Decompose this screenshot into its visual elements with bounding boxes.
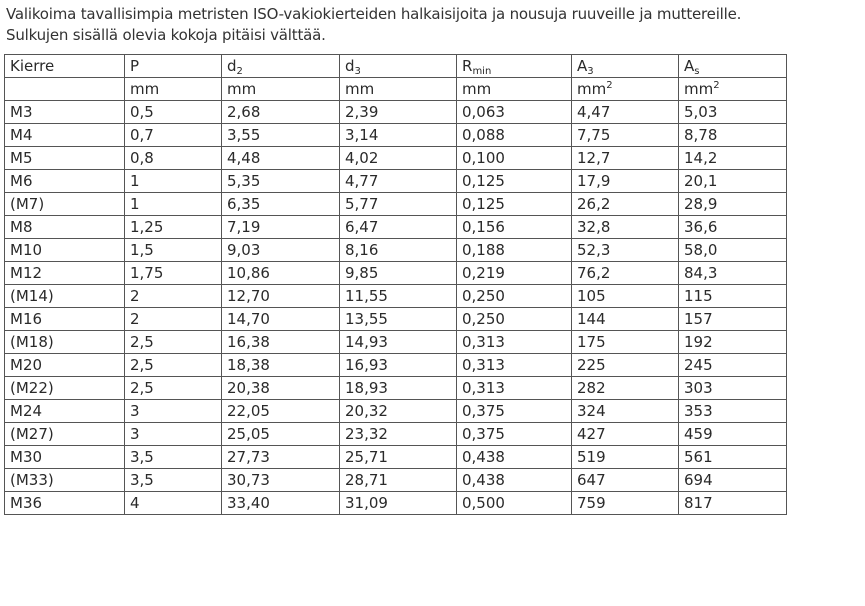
cell-d2: 20,38: [222, 377, 340, 400]
cell-d3: 28,71: [340, 469, 457, 492]
cell-p: 1,25: [125, 216, 222, 239]
cell-d2: 22,05: [222, 400, 340, 423]
header-rmin-base: R: [462, 57, 473, 75]
cell-p: 3: [125, 423, 222, 446]
cell-kierre: (M22): [5, 377, 125, 400]
cell-d3: 23,32: [340, 423, 457, 446]
cell-d3: 4,02: [340, 147, 457, 170]
cell-rmin: 0,063: [457, 101, 572, 124]
cell-p: 3,5: [125, 446, 222, 469]
cell-a3: 26,2: [572, 193, 679, 216]
header-p: P: [125, 55, 222, 78]
cell-kierre: M4: [5, 124, 125, 147]
cell-kierre: M6: [5, 170, 125, 193]
unit-as: [679, 78, 787, 101]
unit-d3: mm: [340, 78, 457, 101]
header-d2: [222, 55, 340, 78]
cell-d2: 25,05: [222, 423, 340, 446]
cell-d3: 31,09: [340, 492, 457, 515]
cell-d3: 8,16: [340, 239, 457, 262]
cell-as: 157: [679, 308, 787, 331]
cell-as: 14,2: [679, 147, 787, 170]
header-rmin: [457, 55, 572, 78]
header-kierre: Kierre: [5, 55, 125, 78]
cell-p: 2,5: [125, 331, 222, 354]
cell-d2: 6,35: [222, 193, 340, 216]
unit-rmin: mm: [457, 78, 572, 101]
header-rmin-sub: min: [472, 66, 492, 77]
cell-a3: 519: [572, 446, 679, 469]
cell-as: 303: [679, 377, 787, 400]
cell-kierre: M20: [5, 354, 125, 377]
cell-p: 1,5: [125, 239, 222, 262]
cell-d3: 4,77: [340, 170, 457, 193]
cell-d3: 9,85: [340, 262, 457, 285]
cell-a3: 759: [572, 492, 679, 515]
cell-d2: 33,40: [222, 492, 340, 515]
cell-as: 353: [679, 400, 787, 423]
cell-rmin: 0,438: [457, 446, 572, 469]
cell-p: 1: [125, 193, 222, 216]
header-d2-sub: 2: [236, 66, 243, 77]
cell-a3: 427: [572, 423, 679, 446]
cell-a3: 76,2: [572, 262, 679, 285]
cell-a3: 32,8: [572, 216, 679, 239]
unit-kierre: [5, 78, 125, 101]
cell-a3: 7,75: [572, 124, 679, 147]
header-as-sub: s: [694, 66, 700, 77]
cell-as: 20,1: [679, 170, 787, 193]
table-body: [5, 101, 787, 515]
cell-p: 1,75: [125, 262, 222, 285]
table-row: [5, 354, 787, 377]
cell-kierre: (M18): [5, 331, 125, 354]
cell-p: 4: [125, 492, 222, 515]
cell-d3: 6,47: [340, 216, 457, 239]
cell-kierre: (M27): [5, 423, 125, 446]
header-as: [679, 55, 787, 78]
cell-kierre: M30: [5, 446, 125, 469]
cell-d3: 18,93: [340, 377, 457, 400]
table-row: [5, 423, 787, 446]
cell-d2: 7,19: [222, 216, 340, 239]
unit-d2: mm: [222, 78, 340, 101]
cell-as: 28,9: [679, 193, 787, 216]
cell-rmin: 0,250: [457, 308, 572, 331]
cell-a3: 52,3: [572, 239, 679, 262]
table-row: [5, 285, 787, 308]
cell-a3: 4,47: [572, 101, 679, 124]
cell-a3: 175: [572, 331, 679, 354]
cell-rmin: 0,156: [457, 216, 572, 239]
cell-d2: 18,38: [222, 354, 340, 377]
cell-p: 0,7: [125, 124, 222, 147]
cell-a3: 225: [572, 354, 679, 377]
cell-p: 2,5: [125, 377, 222, 400]
cell-kierre: (M33): [5, 469, 125, 492]
cell-as: 5,03: [679, 101, 787, 124]
table-row: [5, 492, 787, 515]
unit-a3-base: mm: [577, 80, 607, 98]
cell-d2: 30,73: [222, 469, 340, 492]
table-row: [5, 239, 787, 262]
cell-as: 36,6: [679, 216, 787, 239]
header-a3: [572, 55, 679, 78]
table-row: [5, 216, 787, 239]
cell-as: 459: [679, 423, 787, 446]
cell-kierre: M24: [5, 400, 125, 423]
table-row: [5, 147, 787, 170]
cell-d2: 3,55: [222, 124, 340, 147]
cell-kierre: (M7): [5, 193, 125, 216]
cell-rmin: 0,375: [457, 400, 572, 423]
cell-p: 2,5: [125, 354, 222, 377]
cell-kierre: M5: [5, 147, 125, 170]
cell-d2: 27,73: [222, 446, 340, 469]
cell-kierre: M3: [5, 101, 125, 124]
cell-as: 817: [679, 492, 787, 515]
cell-rmin: 0,313: [457, 331, 572, 354]
cell-a3: 324: [572, 400, 679, 423]
cell-rmin: 0,188: [457, 239, 572, 262]
header-row: [5, 55, 787, 78]
cell-as: 84,3: [679, 262, 787, 285]
cell-rmin: 0,313: [457, 377, 572, 400]
header-d3: [340, 55, 457, 78]
cell-as: 8,78: [679, 124, 787, 147]
caption-line-2: Sulkujen sisällä olevia kokoja pitäisi välttää.: [6, 26, 326, 44]
header-d3-base: d: [345, 57, 355, 75]
unit-p: mm: [125, 78, 222, 101]
cell-as: 694: [679, 469, 787, 492]
caption-line-1: Valikoima tavallisimpia metristen ISO-vakiokierteiden halkaisijoita ja nousuja ruuveille ja muttereille.: [6, 5, 742, 23]
table-row: [5, 124, 787, 147]
cell-d2: 16,38: [222, 331, 340, 354]
cell-p: 0,5: [125, 101, 222, 124]
header-as-base: A: [684, 57, 695, 75]
cell-d3: 3,14: [340, 124, 457, 147]
cell-kierre: M12: [5, 262, 125, 285]
cell-rmin: 0,088: [457, 124, 572, 147]
cell-p: 2: [125, 308, 222, 331]
cell-rmin: 0,125: [457, 170, 572, 193]
cell-d3: 2,39: [340, 101, 457, 124]
cell-d3: 13,55: [340, 308, 457, 331]
table-row: [5, 308, 787, 331]
cell-kierre: M10: [5, 239, 125, 262]
header-a3-base: A: [577, 57, 588, 75]
unit-as-sup: 2: [713, 80, 720, 91]
cell-p: 1: [125, 170, 222, 193]
cell-a3: 144: [572, 308, 679, 331]
table-caption: [6, 4, 865, 46]
cell-d2: 2,68: [222, 101, 340, 124]
cell-kierre: M8: [5, 216, 125, 239]
cell-rmin: 0,438: [457, 469, 572, 492]
cell-kierre: (M14): [5, 285, 125, 308]
cell-d3: 11,55: [340, 285, 457, 308]
cell-rmin: 0,500: [457, 492, 572, 515]
cell-p: 2: [125, 285, 222, 308]
cell-d3: 14,93: [340, 331, 457, 354]
cell-d3: 5,77: [340, 193, 457, 216]
cell-rmin: 0,313: [457, 354, 572, 377]
cell-rmin: 0,219: [457, 262, 572, 285]
cell-d2: 14,70: [222, 308, 340, 331]
cell-as: 192: [679, 331, 787, 354]
header-a3-sub: 3: [587, 66, 594, 77]
table-row: [5, 101, 787, 124]
table-row: [5, 469, 787, 492]
cell-rmin: 0,125: [457, 193, 572, 216]
cell-d2: 5,35: [222, 170, 340, 193]
cell-p: 0,8: [125, 147, 222, 170]
cell-a3: 282: [572, 377, 679, 400]
cell-kierre: M16: [5, 308, 125, 331]
cell-as: 245: [679, 354, 787, 377]
cell-kierre: M36: [5, 492, 125, 515]
table-row: [5, 193, 787, 216]
header-d2-base: d: [227, 57, 237, 75]
cell-rmin: 0,250: [457, 285, 572, 308]
cell-d2: 9,03: [222, 239, 340, 262]
cell-d3: 25,71: [340, 446, 457, 469]
table-row: [5, 262, 787, 285]
table-row: [5, 400, 787, 423]
cell-a3: 647: [572, 469, 679, 492]
cell-d3: 16,93: [340, 354, 457, 377]
cell-rmin: 0,100: [457, 147, 572, 170]
table-row: [5, 377, 787, 400]
cell-as: 561: [679, 446, 787, 469]
cell-d2: 4,48: [222, 147, 340, 170]
thread-dimensions-table: [4, 54, 787, 515]
unit-a3: [572, 78, 679, 101]
cell-as: 115: [679, 285, 787, 308]
unit-as-base: mm: [684, 80, 714, 98]
cell-a3: 12,7: [572, 147, 679, 170]
table-row: [5, 446, 787, 469]
table-row: [5, 331, 787, 354]
table-row: [5, 170, 787, 193]
unit-a3-sup: 2: [606, 80, 613, 91]
cell-d2: 12,70: [222, 285, 340, 308]
units-row: [5, 78, 787, 101]
cell-a3: 17,9: [572, 170, 679, 193]
header-d3-sub: 3: [354, 66, 361, 77]
cell-d2: 10,86: [222, 262, 340, 285]
cell-p: 3,5: [125, 469, 222, 492]
cell-d3: 20,32: [340, 400, 457, 423]
cell-rmin: 0,375: [457, 423, 572, 446]
cell-p: 3: [125, 400, 222, 423]
cell-as: 58,0: [679, 239, 787, 262]
cell-a3: 105: [572, 285, 679, 308]
